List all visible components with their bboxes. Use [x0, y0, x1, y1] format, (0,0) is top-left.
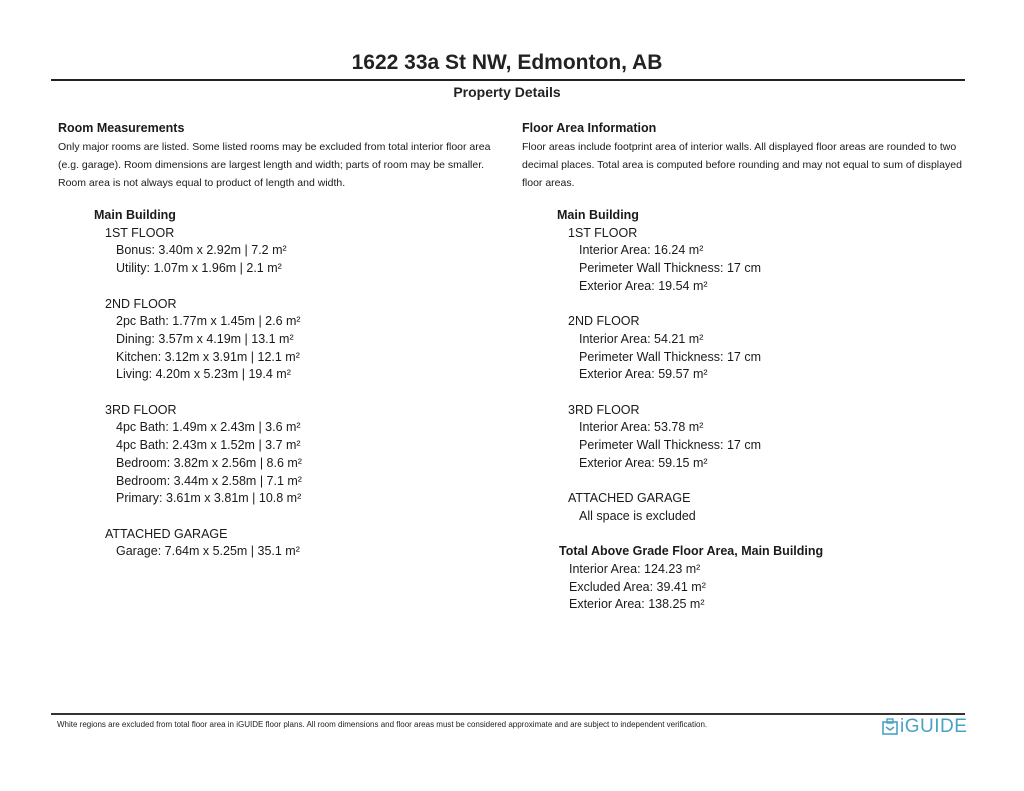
room-item: Bedroom: 3.44m x 2.58m | 7.1 m²: [116, 473, 302, 488]
area-line: Exterior Area: 59.57 m²: [579, 367, 708, 382]
room-item: Utility: 1.07m x 1.96m | 2.1 m²: [116, 261, 282, 276]
room-item: 2pc Bath: 1.77m x 1.45m | 2.6 m²: [116, 314, 301, 329]
floor-area-intro: Floor areas include footprint area of interior walls. All displayed floor areas are rounded to two decimal places. Total area is computed before rounding and may not equal to sum of displayed floor areas.: [522, 141, 962, 189]
room-measurements-section: [58, 120, 498, 192]
building-name: Main Building: [557, 208, 639, 222]
floor-area-section: [522, 120, 972, 192]
room-item: Bonus: 3.40m x 2.92m | 7.2 m²: [116, 243, 287, 258]
floor-heading: ATTACHED GARAGE: [568, 491, 691, 506]
area-line: Perimeter Wall Thickness: 17 cm: [579, 349, 761, 364]
room-item: Garage: 7.64m x 5.25m | 35.1 m²: [116, 544, 300, 559]
area-line: Exterior Area: 19.54 m²: [579, 278, 708, 293]
floor-heading: 2ND FLOOR: [568, 314, 640, 329]
room-item: 4pc Bath: 2.43m x 1.52m | 3.7 m²: [116, 438, 301, 453]
room-measurements-intro: Only major rooms are listed. Some listed rooms may be excluded from total interior floor area (e.g. garage). Room dimensions are largest length and width; parts of room may be smaller. Room area is not always equal to product of length and width.: [58, 141, 491, 189]
room-item: Living: 4.20m x 5.23m | 19.4 m²: [116, 367, 291, 382]
area-line: Interior Area: 16.24 m²: [579, 243, 704, 258]
footer-divider: [51, 713, 965, 715]
area-line: Exterior Area: 59.15 m²: [579, 455, 708, 470]
floor-heading: 3RD FLOOR: [568, 402, 640, 417]
iguide-logo: [882, 716, 967, 738]
area-line: Interior Area: 54.21 m²: [579, 331, 704, 346]
area-line: Perimeter Wall Thickness: 17 cm: [579, 438, 761, 453]
room-list: [94, 207, 302, 561]
floor-heading: 2ND FLOOR: [105, 296, 177, 311]
floor-heading: 3RD FLOOR: [105, 402, 177, 417]
footer-disclaimer: White regions are excluded from total floor area in iGUIDE floor plans. All room dimensions and floor areas must be considered approximate and are subject to independent verification.: [57, 720, 708, 729]
floor-heading: 1ST FLOOR: [568, 225, 638, 240]
room-item: Dining: 3.57m x 4.19m | 13.1 m²: [116, 331, 294, 346]
header-divider: [51, 79, 965, 81]
page-title: 1622 33a St NW, Edmonton, AB: [351, 51, 663, 74]
building-name: Main Building: [94, 208, 176, 222]
room-measurements-heading: Room Measurements: [58, 121, 185, 135]
area-line: Perimeter Wall Thickness: 17 cm: [579, 261, 761, 276]
total-area-line: Exterior Area: 138.25 m²: [569, 597, 705, 612]
total-area-heading: Total Above Grade Floor Area, Main Building: [559, 544, 824, 559]
total-area-line: Interior Area: 124.23 m²: [569, 562, 701, 576]
floor-heading: 1ST FLOOR: [105, 225, 175, 240]
room-item: Kitchen: 3.12m x 3.91m | 12.1 m²: [116, 349, 300, 364]
area-line: All space is excluded: [579, 508, 696, 523]
floor-heading: ATTACHED GARAGE: [105, 526, 228, 541]
room-item: Primary: 3.61m x 3.81m | 10.8 m²: [116, 491, 302, 506]
room-item: 4pc Bath: 1.49m x 2.43m | 3.6 m²: [116, 420, 301, 435]
page-subtitle: Property Details: [453, 84, 561, 100]
floor-area-heading: Floor Area Information: [522, 121, 657, 135]
floor-area-list: [557, 207, 823, 614]
total-area-line: Excluded Area: 39.41 m²: [569, 579, 706, 594]
room-item: Bedroom: 3.82m x 2.56m | 8.6 m²: [116, 455, 302, 470]
iguide-logo-icon: [882, 718, 898, 736]
iguide-logo-text: iGUIDE: [900, 716, 968, 737]
area-line: Interior Area: 53.78 m²: [579, 420, 704, 435]
